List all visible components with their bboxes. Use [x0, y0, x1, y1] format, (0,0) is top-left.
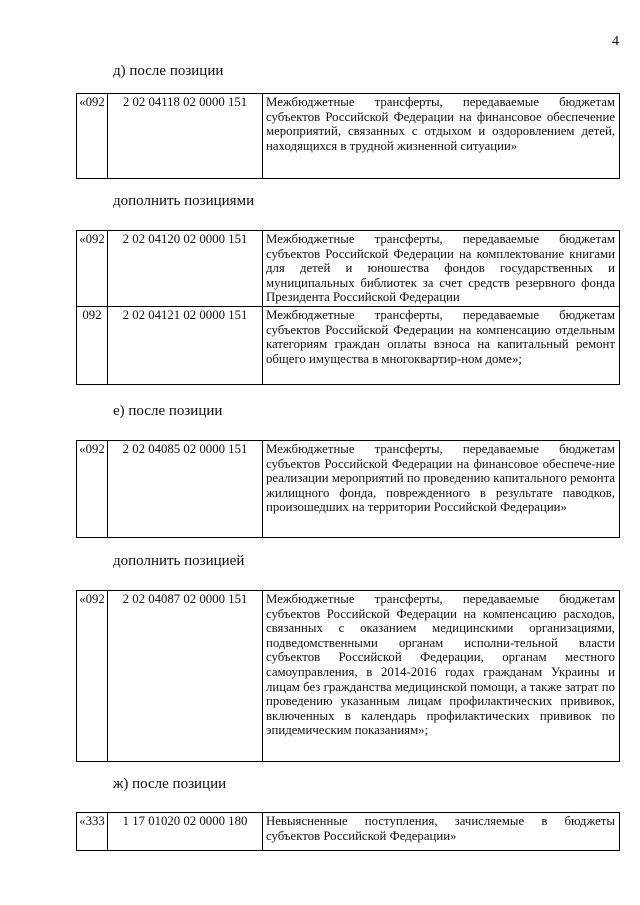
section-heading-d: д) после позиции [113, 63, 224, 79]
table-row [77, 231, 620, 307]
section-heading-zh: ж) после позиции [113, 776, 227, 792]
description-cell: Межбюджетные трансферты, передаваемые бюджетам субъектов Российской Федерации на финансовое обеспечение мероприятий, связанных с отдыхом и оздоровлением детей, находящихся в трудной жизненной ситуации» [263, 94, 620, 179]
table-row [77, 441, 620, 538]
admin-code-cell: «092 [77, 231, 108, 307]
budget-code-cell: 2 02 04085 02 0000 151 [108, 441, 263, 538]
description-cell: Невыясненные поступления, зачисляемые в бюджеты субъектов Российской Федерации» [263, 813, 620, 851]
admin-code-cell: «092 [77, 591, 108, 762]
position-table-add-positions [76, 230, 620, 385]
table-row [77, 813, 620, 851]
budget-code-cell: 2 02 04120 02 0000 151 [108, 231, 263, 307]
description-cell: Межбюджетные трансферты, передаваемые бюджетам субъектов Российской Федерации на компенсацию расходов, связанных с оказанием медицинскими организациями, подведомственными органам исполни-тельной власти субъектов Российской Федерации, органам местного самоуправления, в 2014-2016 годах гражданам Украины и лицам без гражданства медицинской помощи, а также затрат по проведению указанным лицам профилактических прививок, включенных в календарь профилактических прививок по эпидемическим показаниям»; [263, 591, 620, 762]
budget-code-cell: 1 17 01020 02 0000 180 [108, 813, 263, 851]
position-table-d [76, 93, 620, 179]
description-cell: Межбюджетные трансферты, передаваемые бюджетам субъектов Российской Федерации на компенсацию отдельным категориям граждан оплаты взноса на капитальный ремонт общего имущества в многоквартир-ном доме»; [263, 307, 620, 385]
budget-code-cell: 2 02 04087 02 0000 151 [108, 591, 263, 762]
section-heading-add-position: дополнить позицией [113, 553, 245, 569]
admin-code-cell: 092 [77, 307, 108, 385]
admin-code-cell: «092 [77, 94, 108, 179]
page-number: 4 [612, 34, 619, 49]
section-heading-add-positions: дополнить позициями [113, 193, 255, 209]
table-row [77, 591, 620, 762]
section-heading-e: е) после позиции [113, 403, 223, 419]
admin-code-cell: «092 [77, 441, 108, 538]
table-row [77, 94, 620, 179]
budget-code-cell: 2 02 04121 02 0000 151 [108, 307, 263, 385]
description-cell: Межбюджетные трансферты, передаваемые бюджетам субъектов Российской Федерации на комплектование книгами для детей и юношества фондов государственных и муниципальных библиотек за счет средств резервного фонда Президента Российской Федерации [263, 231, 620, 307]
table-row [77, 307, 620, 385]
position-table-e [76, 440, 620, 538]
position-table-add-position [76, 590, 620, 762]
budget-code-cell: 2 02 04118 02 0000 151 [108, 94, 263, 179]
description-cell: Межбюджетные трансферты, передаваемые бюджетам субъектов Российской Федерации на финансовое обеспече-ние реализации мероприятий по проведению капитального ремонта жилищного фонда, поврежденного в результате паводков, произошедших на территории Российской Федерации» [263, 441, 620, 538]
position-table-zh [76, 812, 620, 851]
admin-code-cell: «333 [77, 813, 108, 851]
